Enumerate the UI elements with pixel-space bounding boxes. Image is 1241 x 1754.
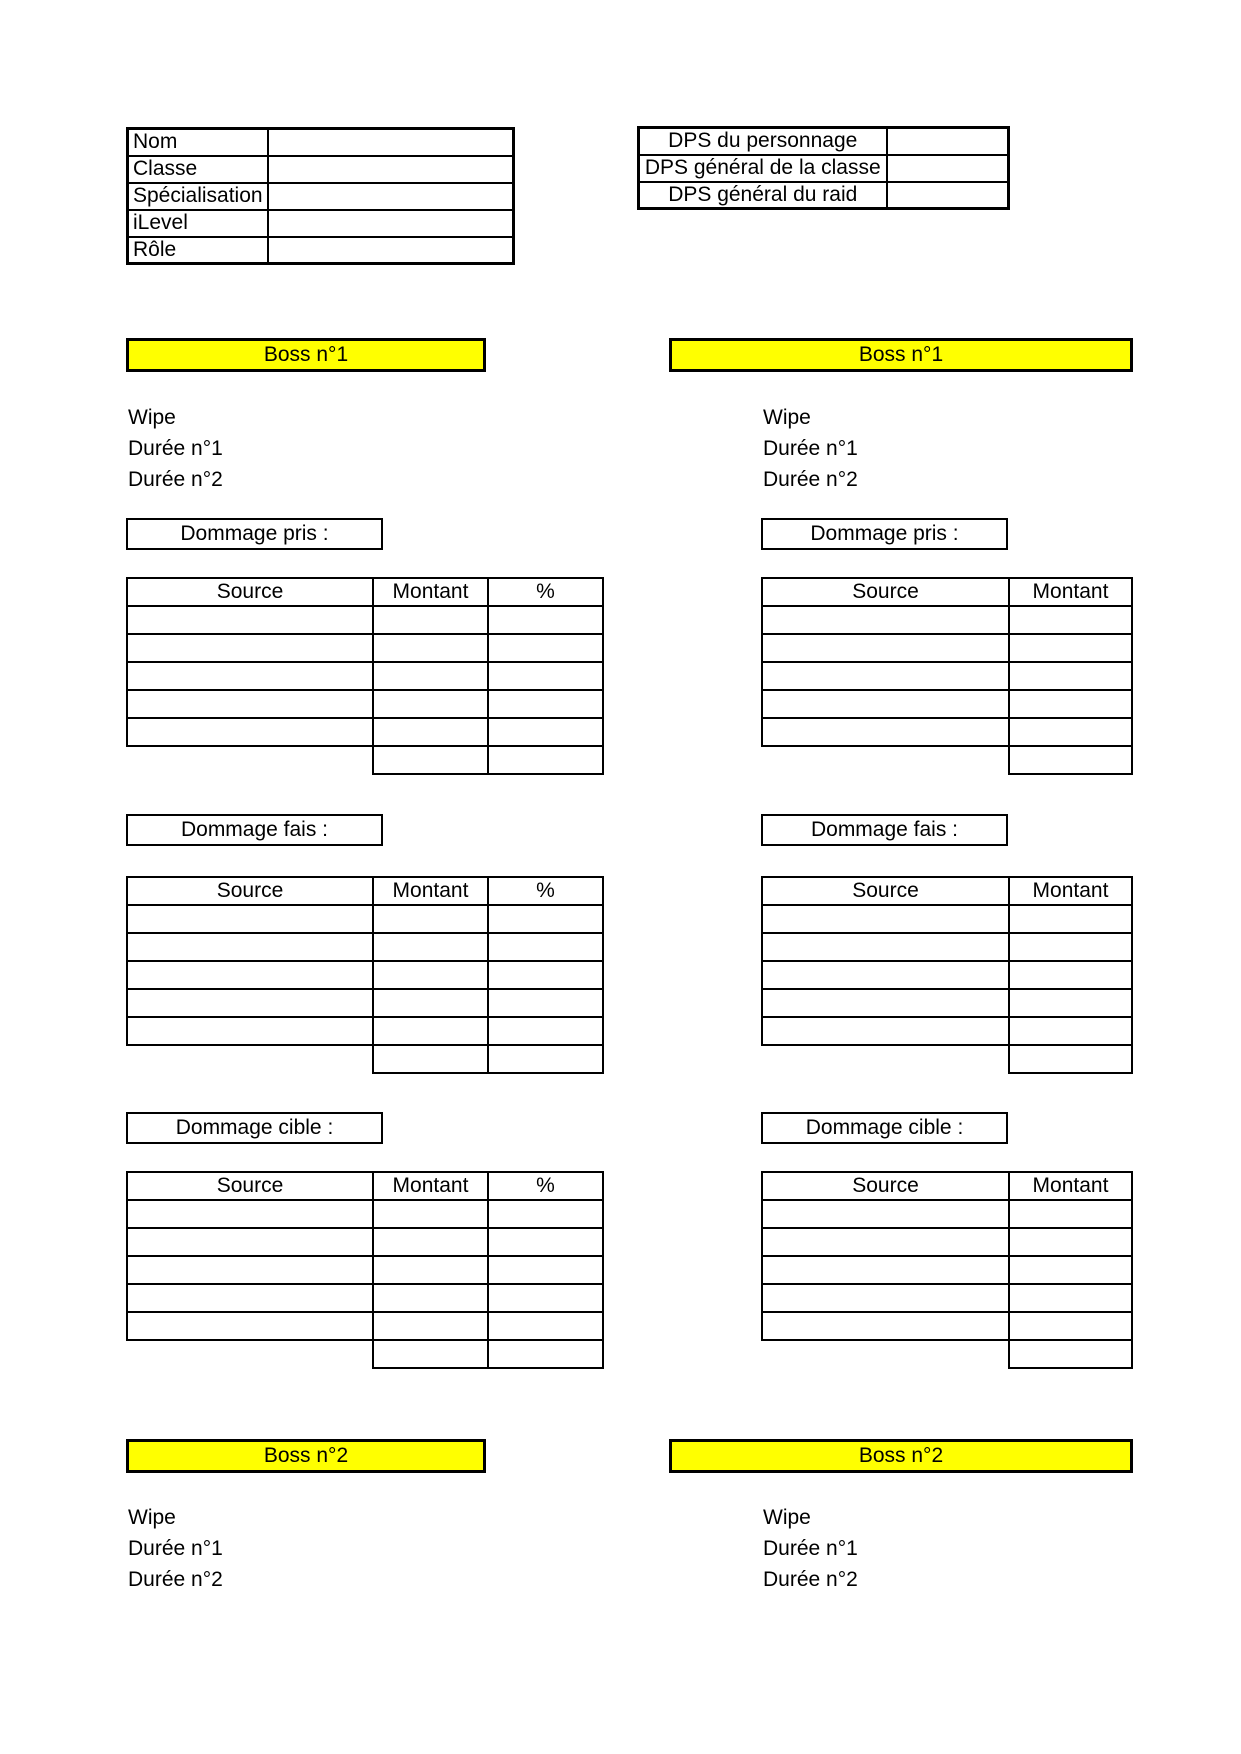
data-cell[interactable] xyxy=(1009,1312,1132,1340)
fight-info-line: Wipe xyxy=(763,406,811,429)
fight-info-block xyxy=(763,1502,858,1595)
data-cell[interactable] xyxy=(373,1312,488,1340)
ghost-cell xyxy=(762,1045,1009,1073)
fight-info-block xyxy=(128,1502,223,1595)
data-cell[interactable] xyxy=(488,606,603,634)
section-title-box: Dommage fais : xyxy=(126,814,383,846)
table-row xyxy=(762,933,1132,961)
data-cell[interactable] xyxy=(762,961,1009,989)
column-header: Source xyxy=(127,877,373,905)
data-cell[interactable] xyxy=(127,1017,373,1045)
table-row xyxy=(127,1017,603,1045)
table-row xyxy=(762,1228,1132,1256)
data-cell[interactable] xyxy=(373,905,488,933)
info-label-cell: Rôle xyxy=(128,237,268,264)
header-row xyxy=(762,877,1132,905)
data-cell[interactable] xyxy=(1009,662,1132,690)
table-row xyxy=(128,237,514,264)
data-cell[interactable] xyxy=(762,690,1009,718)
table-row xyxy=(128,129,514,156)
column-header: Montant xyxy=(373,578,488,606)
data-cell[interactable] xyxy=(762,606,1009,634)
table-row xyxy=(127,1312,603,1340)
data-cell[interactable] xyxy=(1009,718,1132,746)
data-cell[interactable] xyxy=(373,1200,488,1228)
total-cell[interactable] xyxy=(373,1340,488,1368)
data-cell[interactable] xyxy=(488,1017,603,1045)
info-label-cell: Spécialisation xyxy=(128,183,268,210)
data-cell[interactable] xyxy=(762,1228,1009,1256)
data-cell[interactable] xyxy=(762,905,1009,933)
header-row xyxy=(762,578,1132,606)
data-cell[interactable] xyxy=(1009,1256,1132,1284)
ghost-cell xyxy=(127,1340,373,1368)
column-header: % xyxy=(488,578,603,606)
data-cell[interactable] xyxy=(127,1312,373,1340)
data-cell[interactable] xyxy=(1009,1017,1132,1045)
character-info-table xyxy=(126,127,515,265)
column-header: % xyxy=(488,1172,603,1200)
column-header: % xyxy=(488,877,603,905)
section-title-box: Dommage pris : xyxy=(761,518,1008,550)
table-row xyxy=(762,662,1132,690)
total-row xyxy=(762,1045,1132,1073)
data-cell[interactable] xyxy=(1009,989,1132,1017)
data-cell[interactable] xyxy=(127,1228,373,1256)
data-cell[interactable] xyxy=(1009,690,1132,718)
total-cell[interactable] xyxy=(1009,1045,1132,1073)
column-header: Montant xyxy=(1009,578,1132,606)
data-cell[interactable] xyxy=(762,989,1009,1017)
table-row xyxy=(762,905,1132,933)
data-cell[interactable] xyxy=(373,690,488,718)
data-cell[interactable] xyxy=(373,662,488,690)
table-row xyxy=(128,156,514,183)
data-cell[interactable] xyxy=(762,634,1009,662)
boss-banner: Boss n°2 xyxy=(126,1439,486,1473)
total-row xyxy=(127,1045,603,1073)
fight-info-line: Durée n°1 xyxy=(763,437,858,460)
section-title-box: Dommage fais : xyxy=(761,814,1008,846)
fight-info-line: Wipe xyxy=(128,1506,176,1529)
dps-label-cell: DPS général du raid xyxy=(639,182,887,209)
data-cell[interactable] xyxy=(373,606,488,634)
data-cell[interactable] xyxy=(127,905,373,933)
info-value-cell[interactable] xyxy=(268,183,514,210)
info-value-cell[interactable] xyxy=(268,156,514,183)
table-row xyxy=(762,690,1132,718)
total-cell[interactable] xyxy=(1009,746,1132,774)
table-row xyxy=(762,989,1132,1017)
data-cell[interactable] xyxy=(127,634,373,662)
ghost-cell xyxy=(762,746,1009,774)
data-cell[interactable] xyxy=(127,606,373,634)
dps-label-cell: DPS du personnage xyxy=(639,128,887,155)
table-row xyxy=(128,210,514,237)
damage-table xyxy=(126,1171,604,1369)
total-cell[interactable] xyxy=(488,1340,603,1368)
table-row xyxy=(127,718,603,746)
total-row xyxy=(127,746,603,774)
header-row xyxy=(127,877,603,905)
fight-info-line: Durée n°2 xyxy=(763,468,858,491)
dps-summary-table xyxy=(637,126,1010,210)
data-cell[interactable] xyxy=(488,961,603,989)
table-row xyxy=(127,905,603,933)
data-cell[interactable] xyxy=(488,933,603,961)
fight-info-block xyxy=(128,402,223,495)
table-row xyxy=(127,606,603,634)
header-row xyxy=(762,1172,1132,1200)
total-cell[interactable] xyxy=(488,746,603,774)
data-cell[interactable] xyxy=(373,989,488,1017)
table-row xyxy=(127,1256,603,1284)
table-row xyxy=(762,1256,1132,1284)
fight-info-line: Durée n°1 xyxy=(128,437,223,460)
fight-info-line: Wipe xyxy=(763,1506,811,1529)
damage-table xyxy=(761,577,1133,775)
table-row xyxy=(762,718,1132,746)
data-cell[interactable] xyxy=(762,1200,1009,1228)
data-cell[interactable] xyxy=(488,989,603,1017)
table-row xyxy=(639,182,1009,209)
fight-info-line: Wipe xyxy=(128,406,176,429)
dps-value-cell[interactable] xyxy=(887,128,1009,155)
damage-table xyxy=(126,876,604,1074)
data-cell[interactable] xyxy=(1009,905,1132,933)
info-label-cell: Classe xyxy=(128,156,268,183)
column-header: Montant xyxy=(1009,877,1132,905)
info-label-cell: Nom xyxy=(128,129,268,156)
section-title-box: Dommage cible : xyxy=(126,1112,383,1144)
data-cell[interactable] xyxy=(488,690,603,718)
data-cell[interactable] xyxy=(373,933,488,961)
data-cell[interactable] xyxy=(762,662,1009,690)
table-row xyxy=(127,961,603,989)
data-cell[interactable] xyxy=(373,1256,488,1284)
data-cell[interactable] xyxy=(488,1256,603,1284)
data-cell[interactable] xyxy=(488,1284,603,1312)
table-row xyxy=(762,1200,1132,1228)
data-cell[interactable] xyxy=(1009,961,1132,989)
data-cell[interactable] xyxy=(762,1256,1009,1284)
table-row xyxy=(127,1284,603,1312)
table-row xyxy=(762,634,1132,662)
info-label-cell: iLevel xyxy=(128,210,268,237)
fight-info-line: Durée n°1 xyxy=(128,1537,223,1560)
data-cell[interactable] xyxy=(127,1200,373,1228)
data-cell[interactable] xyxy=(127,989,373,1017)
data-cell[interactable] xyxy=(127,718,373,746)
fight-info-block xyxy=(763,402,858,495)
section-title-box: Dommage pris : xyxy=(126,518,383,550)
dps-value-cell[interactable] xyxy=(887,182,1009,209)
table-row xyxy=(762,1284,1132,1312)
fight-info-line: Durée n°2 xyxy=(128,468,223,491)
table-row xyxy=(762,1017,1132,1045)
damage-table xyxy=(761,876,1133,1074)
data-cell[interactable] xyxy=(373,1017,488,1045)
data-cell[interactable] xyxy=(127,1256,373,1284)
table-row xyxy=(127,989,603,1017)
total-cell[interactable] xyxy=(1009,1340,1132,1368)
column-header: Montant xyxy=(373,877,488,905)
data-cell[interactable] xyxy=(127,1284,373,1312)
data-cell[interactable] xyxy=(1009,1228,1132,1256)
column-header: Source xyxy=(762,877,1009,905)
info-value-cell[interactable] xyxy=(268,237,514,264)
table-row xyxy=(127,690,603,718)
data-cell[interactable] xyxy=(488,1200,603,1228)
total-cell[interactable] xyxy=(373,746,488,774)
column-header: Source xyxy=(762,1172,1009,1200)
fight-info-line: Durée n°1 xyxy=(763,1537,858,1560)
section-title-box: Dommage cible : xyxy=(761,1112,1008,1144)
data-cell[interactable] xyxy=(1009,606,1132,634)
data-cell[interactable] xyxy=(373,961,488,989)
data-cell[interactable] xyxy=(127,690,373,718)
table-row xyxy=(762,1312,1132,1340)
table-row xyxy=(127,1228,603,1256)
header-row xyxy=(127,1172,603,1200)
data-cell[interactable] xyxy=(488,634,603,662)
total-row xyxy=(762,746,1132,774)
data-cell[interactable] xyxy=(488,905,603,933)
table-row xyxy=(639,155,1009,182)
table-row xyxy=(762,606,1132,634)
column-header: Source xyxy=(762,578,1009,606)
data-cell[interactable] xyxy=(762,1312,1009,1340)
data-cell[interactable] xyxy=(127,662,373,690)
damage-table xyxy=(126,577,604,775)
data-cell[interactable] xyxy=(127,961,373,989)
data-cell[interactable] xyxy=(373,1284,488,1312)
data-cell[interactable] xyxy=(762,718,1009,746)
column-header: Montant xyxy=(1009,1172,1132,1200)
data-cell[interactable] xyxy=(373,718,488,746)
ghost-cell xyxy=(127,1045,373,1073)
total-row xyxy=(127,1340,603,1368)
data-cell[interactable] xyxy=(762,1017,1009,1045)
boss-banner: Boss n°2 xyxy=(669,1439,1133,1473)
boss-banner: Boss n°1 xyxy=(669,338,1133,372)
total-cell[interactable] xyxy=(488,1045,603,1073)
data-cell[interactable] xyxy=(1009,1284,1132,1312)
column-header: Montant xyxy=(373,1172,488,1200)
total-row xyxy=(762,1340,1132,1368)
dps-label-cell: DPS général de la classe xyxy=(639,155,887,182)
data-cell[interactable] xyxy=(488,718,603,746)
fight-info-line: Durée n°2 xyxy=(763,1568,858,1591)
ghost-cell xyxy=(762,1340,1009,1368)
data-cell[interactable] xyxy=(373,634,488,662)
fight-info-line: Durée n°2 xyxy=(128,1568,223,1591)
data-cell[interactable] xyxy=(1009,634,1132,662)
data-cell[interactable] xyxy=(488,662,603,690)
table-row xyxy=(639,128,1009,155)
data-cell[interactable] xyxy=(373,1228,488,1256)
total-cell[interactable] xyxy=(373,1045,488,1073)
data-cell[interactable] xyxy=(488,1228,603,1256)
table-row xyxy=(127,1200,603,1228)
table-row xyxy=(128,183,514,210)
data-cell[interactable] xyxy=(762,1284,1009,1312)
dps-value-cell[interactable] xyxy=(887,155,1009,182)
data-cell[interactable] xyxy=(1009,933,1132,961)
data-cell[interactable] xyxy=(488,1312,603,1340)
info-value-cell[interactable] xyxy=(268,210,514,237)
info-value-cell[interactable] xyxy=(268,129,514,156)
table-row xyxy=(762,961,1132,989)
header-row xyxy=(127,578,603,606)
damage-table xyxy=(761,1171,1133,1369)
data-cell[interactable] xyxy=(762,933,1009,961)
boss-banner: Boss n°1 xyxy=(126,338,486,372)
column-header: Source xyxy=(127,578,373,606)
column-header: Source xyxy=(127,1172,373,1200)
data-cell[interactable] xyxy=(127,933,373,961)
table-row xyxy=(127,662,603,690)
ghost-cell xyxy=(127,746,373,774)
table-row xyxy=(127,634,603,662)
table-row xyxy=(127,933,603,961)
data-cell[interactable] xyxy=(1009,1200,1132,1228)
